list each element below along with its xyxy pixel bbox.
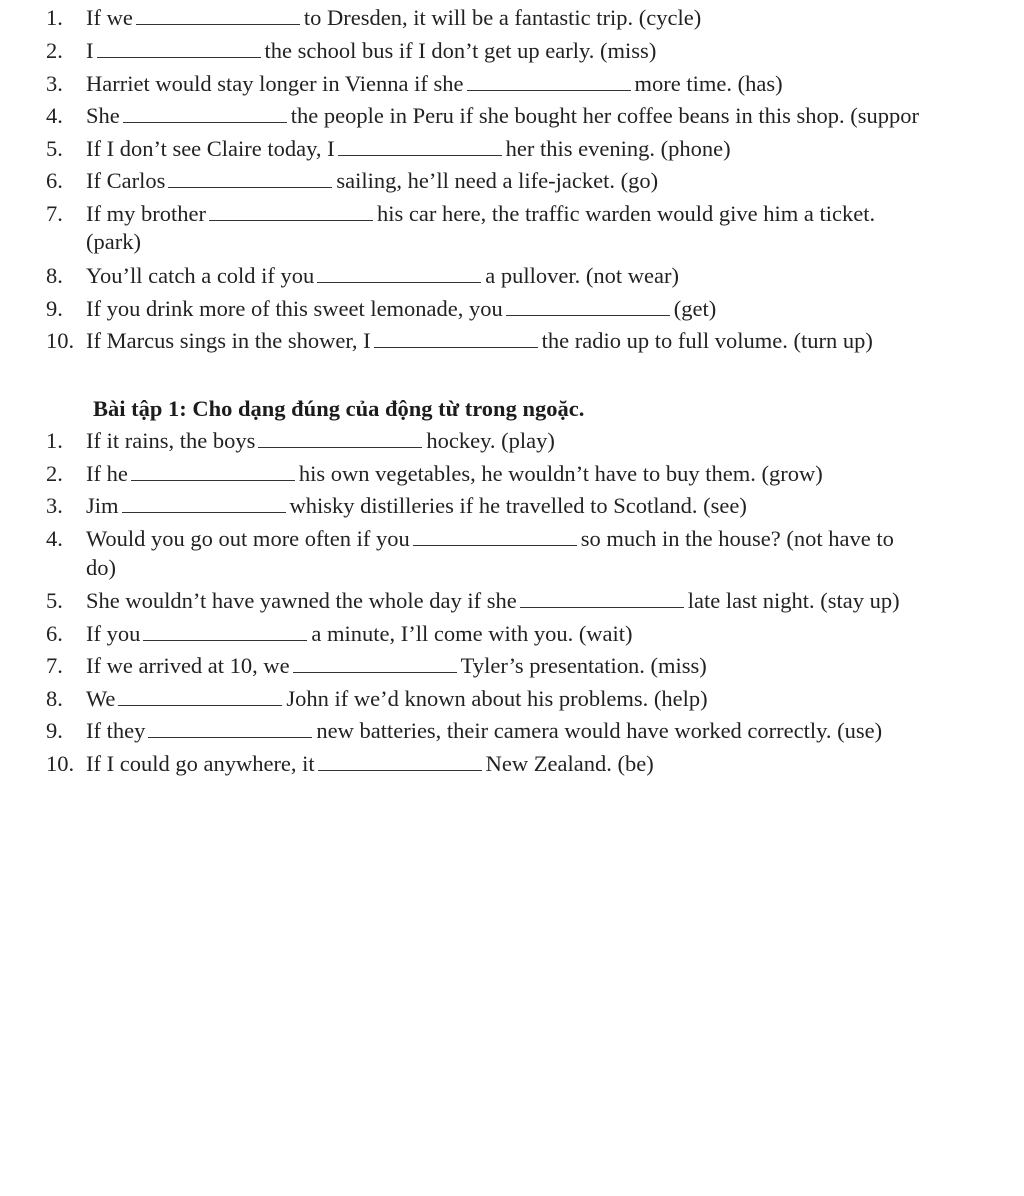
item-number: 6.: [46, 621, 63, 646]
list-item: [0, 292, 1024, 325]
item-text-after: (get): [673, 296, 717, 321]
item-number: 5.: [46, 136, 63, 161]
item-text: [86, 489, 747, 522]
item-text-before: She wouldn’t have yawned the whole day if she: [86, 588, 517, 613]
item-text: [86, 292, 716, 325]
list-item: [0, 649, 1024, 682]
answer-blank[interactable]: [506, 293, 670, 316]
list-item: [0, 747, 1024, 780]
item-text: [86, 164, 658, 197]
item-text-before: If we arrived at 10, we: [86, 653, 290, 678]
item-text-after: late last night. (stay up): [687, 588, 900, 613]
item-text-before: If you drink more of this sweet lemonade, you: [86, 296, 503, 321]
answer-blank[interactable]: [97, 35, 261, 58]
item-text-before: If Carlos: [86, 168, 166, 193]
list-item: [0, 682, 1024, 715]
item-text-after: to Dresden, it will be a fantastic trip. (cycle): [303, 5, 702, 30]
answer-blank[interactable]: [413, 523, 577, 546]
item-number: 6.: [46, 168, 63, 193]
list-item: [0, 324, 1024, 357]
item-text-before: If Marcus sings in the shower, I: [86, 328, 371, 353]
answer-blank[interactable]: [143, 618, 307, 641]
answer-blank[interactable]: [209, 198, 373, 221]
list-item: [0, 714, 1024, 747]
item-text-after: sailing, he’ll need a life-jacket. (go): [336, 168, 659, 193]
exercise-heading: Bài tập 1: Cho dạng đúng của động từ trong ngoặc.: [93, 396, 585, 421]
item-number: 4.: [46, 526, 63, 551]
item-text: [86, 617, 633, 650]
item-text: [86, 682, 708, 715]
item-number: 8.: [46, 263, 63, 288]
item-number: 8.: [46, 686, 63, 711]
item-number: 1.: [46, 428, 63, 453]
item-text-before: If I could go anywhere, it: [86, 751, 315, 776]
item-text-before: We: [86, 686, 116, 711]
item-text: [86, 324, 873, 357]
item-number: 7.: [46, 653, 63, 678]
item-number: 5.: [46, 588, 63, 613]
item-text: [86, 197, 875, 230]
item-text-before: Would you go out more often if you: [86, 526, 410, 551]
answer-blank[interactable]: [168, 165, 332, 188]
item-text-after: the people in Peru if she bought her coffee beans in this shop. (suppor: [290, 103, 919, 128]
item-text: [86, 99, 919, 132]
item-text-before: Jim: [86, 493, 119, 518]
answer-blank[interactable]: [293, 650, 457, 673]
item-text-before: I: [86, 38, 94, 63]
item-text-after: New Zealand. (be): [485, 751, 654, 776]
item-text-before: If he: [86, 461, 128, 486]
item-text-after: a minute, I’ll come with you. (wait): [311, 621, 633, 646]
item-text-after: more time. (has): [634, 71, 783, 96]
item-text-before: If I don’t see Claire today, I: [86, 136, 335, 161]
item-text-after: John if we’d known about his problems. (help): [286, 686, 708, 711]
item-number: 4.: [46, 103, 63, 128]
item-text: [86, 259, 679, 292]
item-number: 7.: [46, 201, 63, 226]
item-text-before: Harriet would stay longer in Vienna if she: [86, 71, 464, 96]
list-item: [0, 489, 1024, 522]
list-item: [0, 259, 1024, 292]
answer-blank[interactable]: [122, 490, 286, 513]
list-item: [0, 132, 1024, 165]
item-text: [86, 457, 823, 490]
item-text-before: If you: [86, 621, 141, 646]
item-text: [86, 1, 701, 34]
answer-blank[interactable]: [317, 260, 481, 283]
answer-blank[interactable]: [118, 683, 282, 706]
list-item: [0, 457, 1024, 490]
item-number: 3.: [46, 71, 63, 96]
item-text-after: so much in the house? (not have to: [580, 526, 894, 551]
item-text: [86, 649, 707, 682]
item-text-after: hockey. (play): [426, 428, 555, 453]
answer-blank[interactable]: [136, 2, 300, 25]
item-number: 3.: [46, 493, 63, 518]
item-text: [86, 424, 555, 457]
answer-blank[interactable]: [467, 68, 631, 91]
list-item: [0, 34, 1024, 67]
list-item: [0, 164, 1024, 197]
list-item: [0, 617, 1024, 650]
item-number: 9.: [46, 718, 63, 743]
item-text-after: his car here, the traffic warden would give him a ticket.: [376, 201, 876, 226]
item-text-before: If they: [86, 718, 146, 743]
item-text: [86, 67, 783, 100]
answer-blank[interactable]: [148, 715, 312, 738]
item-text-before: If my brother: [86, 201, 206, 226]
answer-blank[interactable]: [318, 748, 482, 771]
item-text-after: a pullover. (not wear): [485, 263, 679, 288]
item-text-after: the school bus if I don’t get up early. (miss): [264, 38, 657, 63]
item-text: [86, 714, 882, 747]
item-text-after: new batteries, their camera would have worked correctly. (use): [316, 718, 883, 743]
item-text-before: She: [86, 103, 120, 128]
item-text-after: whisky distilleries if he travelled to Scotland. (see): [289, 493, 747, 518]
list-item: [0, 584, 1024, 617]
list-item: [0, 99, 1024, 132]
item-text: [86, 522, 894, 555]
answer-blank[interactable]: [374, 325, 538, 348]
list-item: [0, 1, 1024, 34]
item-number: 2.: [46, 461, 63, 486]
item-number: 1.: [46, 5, 63, 30]
answer-blank[interactable]: [338, 133, 502, 156]
item-continuation: do): [86, 555, 116, 580]
item-text-after: Tyler’s presentation. (miss): [460, 653, 707, 678]
item-number: 2.: [46, 38, 63, 63]
item-text: [86, 132, 731, 165]
item-text-after: his own vegetables, he wouldn’t have to buy them. (grow): [298, 461, 823, 486]
answer-blank[interactable]: [131, 458, 295, 481]
answer-blank[interactable]: [123, 100, 287, 123]
item-text-after: the radio up to full volume. (turn up): [541, 328, 873, 353]
item-continuation: (park): [86, 229, 141, 254]
item-text-before: You’ll catch a cold if you: [86, 263, 315, 288]
item-text-before: If it rains, the boys: [86, 428, 256, 453]
item-number: 10.: [46, 328, 75, 353]
item-number: 9.: [46, 296, 63, 321]
answer-blank[interactable]: [258, 425, 422, 448]
list-item: [0, 197, 1024, 230]
item-number: 10.: [46, 751, 75, 776]
list-item: [0, 522, 1024, 555]
item-text: [86, 584, 900, 617]
answer-blank[interactable]: [520, 585, 684, 608]
list-item: [0, 424, 1024, 457]
list-item: [0, 67, 1024, 100]
item-text: [86, 747, 654, 780]
item-text-before: If we: [86, 5, 133, 30]
item-text: [86, 34, 656, 67]
item-text-after: her this evening. (phone): [505, 136, 731, 161]
